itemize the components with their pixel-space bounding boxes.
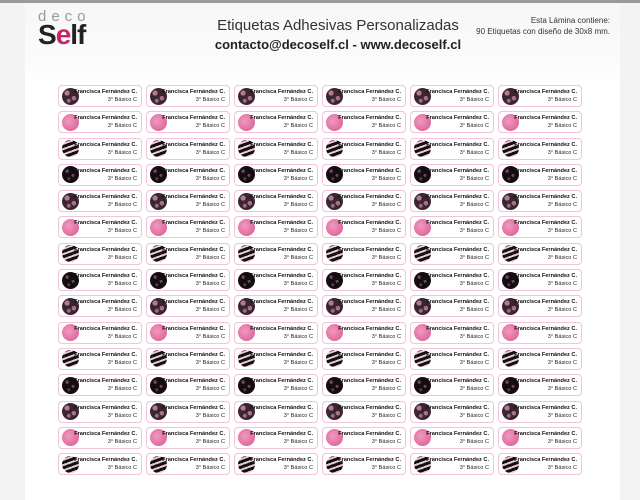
sticker-label xyxy=(322,243,406,265)
label-name: Francisca Fernández C. xyxy=(426,351,489,358)
sticker-label xyxy=(498,216,582,238)
label-course: 3° Básico C xyxy=(547,465,577,472)
label-name: Francisca Fernández C. xyxy=(514,325,577,332)
label-name: Francisca Fernández C. xyxy=(162,273,225,280)
info-line-2: 90 Etiquetas con diseño de 30x8 mm. xyxy=(476,27,610,36)
label-course: 3° Básico C xyxy=(195,281,225,288)
label-name: Francisca Fernández C. xyxy=(338,115,401,122)
sticker-label xyxy=(322,111,406,133)
label-course: 3° Básico C xyxy=(371,123,401,130)
sticker-label xyxy=(410,111,494,133)
label-course: 3° Básico C xyxy=(195,412,225,419)
label-course: 3° Básico C xyxy=(283,228,313,235)
sticker-label xyxy=(58,85,142,107)
label-name: Francisca Fernández C. xyxy=(338,299,401,306)
sticker-label xyxy=(234,111,318,133)
sticker-label xyxy=(58,374,142,396)
sticker-label xyxy=(58,269,142,291)
label-name: Francisca Fernández C. xyxy=(250,378,313,385)
label-course: 3° Básico C xyxy=(283,149,313,156)
label-course: 3° Básico C xyxy=(547,202,577,209)
label-name: Francisca Fernández C. xyxy=(162,194,225,201)
sticker-label xyxy=(498,322,582,344)
label-course: 3° Básico C xyxy=(107,412,137,419)
sticker-label xyxy=(410,85,494,107)
label-name: Francisca Fernández C. xyxy=(250,457,313,464)
label-course: 3° Básico C xyxy=(371,97,401,103)
label-course: 3° Básico C xyxy=(107,333,137,340)
label-name: Francisca Fernández C. xyxy=(514,299,577,306)
label-course: 3° Básico C xyxy=(459,149,489,156)
decoself-logo xyxy=(38,8,108,52)
label-course: 3° Básico C xyxy=(547,228,577,235)
page-title: Etiquetas Adhesivas Personalizadas xyxy=(217,17,459,34)
sticker-label xyxy=(322,322,406,344)
sticker-label xyxy=(234,164,318,186)
sticker-label xyxy=(322,269,406,291)
sticker-label xyxy=(146,111,230,133)
sticker-label xyxy=(498,374,582,396)
label-name: Francisca Fernández C. xyxy=(74,220,137,227)
sticker-label xyxy=(498,190,582,212)
sticker-label xyxy=(410,190,494,212)
label-course: 3° Básico C xyxy=(283,359,313,366)
label-name: Francisca Fernández C. xyxy=(426,115,489,122)
sticker-label xyxy=(410,269,494,291)
label-course: 3° Básico C xyxy=(459,412,489,419)
label-course: 3° Básico C xyxy=(371,333,401,340)
label-course: 3° Básico C xyxy=(195,175,225,182)
sticker-label xyxy=(58,348,142,370)
label-course: 3° Básico C xyxy=(283,281,313,288)
label-name: Francisca Fernández C. xyxy=(250,115,313,122)
label-name: Francisca Fernández C. xyxy=(74,404,137,411)
sticker-label xyxy=(234,85,318,107)
sticker-label xyxy=(498,453,582,475)
label-name: Francisca Fernández C. xyxy=(338,220,401,227)
label-course: 3° Básico C xyxy=(283,333,313,340)
label-name: Francisca Fernández C. xyxy=(162,246,225,253)
label-name: Francisca Fernández C. xyxy=(338,325,401,332)
label-name: Francisca Fernández C. xyxy=(250,220,313,227)
label-name: Francisca Fernández C. xyxy=(74,457,137,464)
label-course: 3° Básico C xyxy=(371,202,401,209)
label-course: 3° Básico C xyxy=(107,465,137,472)
sticker-label xyxy=(322,85,406,107)
sticker-label xyxy=(58,216,142,238)
label-name: Francisca Fernández C. xyxy=(250,430,313,437)
label-name: Francisca Fernández C. xyxy=(338,194,401,201)
sticker-label xyxy=(322,427,406,449)
label-name: Francisca Fernández C. xyxy=(338,430,401,437)
label-name: Francisca Fernández C. xyxy=(74,325,137,332)
label-name: Francisca Fernández C. xyxy=(250,89,313,95)
label-name: Francisca Fernández C. xyxy=(162,430,225,437)
sticker-label xyxy=(498,427,582,449)
label-course: 3° Básico C xyxy=(283,307,313,314)
sticker-label xyxy=(234,138,318,160)
label-course: 3° Básico C xyxy=(459,333,489,340)
label-course: 3° Básico C xyxy=(459,281,489,288)
sticker-label xyxy=(146,190,230,212)
sticker-label xyxy=(410,322,494,344)
label-course: 3° Básico C xyxy=(107,281,137,288)
label-name: Francisca Fernández C. xyxy=(74,430,137,437)
label-course: 3° Básico C xyxy=(371,149,401,156)
label-name: Francisca Fernández C. xyxy=(426,194,489,201)
label-course: 3° Básico C xyxy=(371,281,401,288)
label-name: Francisca Fernández C. xyxy=(162,141,225,148)
label-course: 3° Básico C xyxy=(195,386,225,393)
label-name: Francisca Fernández C. xyxy=(338,273,401,280)
sticker-label xyxy=(322,216,406,238)
label-course: 3° Básico C xyxy=(547,97,577,103)
label-course: 3° Básico C xyxy=(547,386,577,393)
label-name: Francisca Fernández C. xyxy=(338,246,401,253)
label-name: Francisca Fernández C. xyxy=(74,115,137,122)
label-name: Francisca Fernández C. xyxy=(514,430,577,437)
sticker-label xyxy=(234,243,318,265)
label-course: 3° Básico C xyxy=(371,465,401,472)
label-course: 3° Básico C xyxy=(547,281,577,288)
sticker-label xyxy=(322,164,406,186)
label-course: 3° Básico C xyxy=(283,175,313,182)
label-course: 3° Básico C xyxy=(195,149,225,156)
sticker-label xyxy=(322,401,406,423)
sheet-info xyxy=(476,15,610,37)
sticker-label xyxy=(58,453,142,475)
sticker-label xyxy=(234,374,318,396)
label-grid xyxy=(58,85,582,475)
label-course: 3° Básico C xyxy=(107,386,137,393)
label-name: Francisca Fernández C. xyxy=(514,141,577,148)
sticker-label xyxy=(498,348,582,370)
label-name: Francisca Fernández C. xyxy=(426,273,489,280)
label-name: Francisca Fernández C. xyxy=(426,167,489,174)
label-course: 3° Básico C xyxy=(371,307,401,314)
label-course: 3° Básico C xyxy=(459,228,489,235)
label-name: Francisca Fernández C. xyxy=(250,351,313,358)
label-course: 3° Básico C xyxy=(283,438,313,445)
label-name: Francisca Fernández C. xyxy=(514,220,577,227)
label-name: Francisca Fernández C. xyxy=(426,404,489,411)
label-course: 3° Básico C xyxy=(195,465,225,472)
sticker-label xyxy=(58,295,142,317)
sticker-label xyxy=(410,427,494,449)
label-name: Francisca Fernández C. xyxy=(426,246,489,253)
label-name: Francisca Fernández C. xyxy=(250,194,313,201)
sticker-label xyxy=(234,427,318,449)
label-name: Francisca Fernández C. xyxy=(250,404,313,411)
label-course: 3° Básico C xyxy=(547,254,577,261)
sticker-label xyxy=(410,374,494,396)
label-course: 3° Básico C xyxy=(107,175,137,182)
label-course: 3° Básico C xyxy=(371,254,401,261)
label-name: Francisca Fernández C. xyxy=(514,89,577,95)
sticker-label xyxy=(322,138,406,160)
sticker-label xyxy=(322,374,406,396)
sticker-label xyxy=(58,322,142,344)
label-name: Francisca Fernández C. xyxy=(338,167,401,174)
label-course: 3° Básico C xyxy=(283,412,313,419)
sticker-label xyxy=(146,401,230,423)
label-course: 3° Básico C xyxy=(283,254,313,261)
label-course: 3° Básico C xyxy=(547,333,577,340)
label-course: 3° Básico C xyxy=(547,123,577,130)
label-course: 3° Básico C xyxy=(459,202,489,209)
label-course: 3° Básico C xyxy=(195,254,225,261)
label-name: Francisca Fernández C. xyxy=(338,351,401,358)
sticker-label xyxy=(146,322,230,344)
sticker-label xyxy=(58,401,142,423)
sticker-label xyxy=(146,348,230,370)
label-course: 3° Básico C xyxy=(459,438,489,445)
sticker-label xyxy=(234,401,318,423)
sticker-label xyxy=(146,138,230,160)
label-name: Francisca Fernández C. xyxy=(74,89,137,95)
label-course: 3° Básico C xyxy=(107,307,137,314)
sticker-label xyxy=(410,138,494,160)
sticker-label xyxy=(498,243,582,265)
label-name: Francisca Fernández C. xyxy=(74,246,137,253)
sticker-label xyxy=(146,453,230,475)
label-name: Francisca Fernández C. xyxy=(250,299,313,306)
label-name: Francisca Fernández C. xyxy=(74,194,137,201)
sticker-label xyxy=(322,295,406,317)
label-name: Francisca Fernández C. xyxy=(74,299,137,306)
label-course: 3° Básico C xyxy=(283,123,313,130)
sticker-label xyxy=(146,295,230,317)
sticker-label xyxy=(58,427,142,449)
label-name: Francisca Fernández C. xyxy=(162,299,225,306)
label-course: 3° Básico C xyxy=(107,254,137,261)
label-name: Francisca Fernández C. xyxy=(162,351,225,358)
label-course: 3° Básico C xyxy=(459,465,489,472)
sticker-label xyxy=(146,243,230,265)
sticker-label xyxy=(498,269,582,291)
sticker-label xyxy=(146,85,230,107)
label-course: 3° Básico C xyxy=(547,175,577,182)
label-course: 3° Básico C xyxy=(459,307,489,314)
sticker-label xyxy=(322,190,406,212)
sticker-label xyxy=(234,269,318,291)
logo-self-text: Self xyxy=(38,19,86,50)
label-name: Francisca Fernández C. xyxy=(162,378,225,385)
label-course: 3° Básico C xyxy=(283,202,313,209)
label-name: Francisca Fernández C. xyxy=(514,378,577,385)
sticker-label xyxy=(146,427,230,449)
label-course: 3° Básico C xyxy=(107,359,137,366)
label-course: 3° Básico C xyxy=(459,97,489,103)
label-course: 3° Básico C xyxy=(371,386,401,393)
label-course: 3° Básico C xyxy=(371,412,401,419)
label-course: 3° Básico C xyxy=(107,97,137,103)
sticker-label xyxy=(234,216,318,238)
label-name: Francisca Fernández C. xyxy=(162,325,225,332)
sticker-label xyxy=(234,322,318,344)
sticker-label xyxy=(58,243,142,265)
label-course: 3° Básico C xyxy=(547,307,577,314)
label-name: Francisca Fernández C. xyxy=(514,246,577,253)
label-course: 3° Básico C xyxy=(195,333,225,340)
label-name: Francisca Fernández C. xyxy=(514,194,577,201)
label-course: 3° Básico C xyxy=(195,438,225,445)
label-course: 3° Básico C xyxy=(283,465,313,472)
label-name: Francisca Fernández C. xyxy=(74,351,137,358)
label-name: Francisca Fernández C. xyxy=(426,299,489,306)
label-name: Francisca Fernández C. xyxy=(250,325,313,332)
sticker-label xyxy=(498,164,582,186)
sticker-label xyxy=(146,269,230,291)
sticker-label xyxy=(322,453,406,475)
sticker-label xyxy=(58,111,142,133)
sticker-label xyxy=(498,401,582,423)
sticker-label xyxy=(234,453,318,475)
label-course: 3° Básico C xyxy=(107,228,137,235)
label-name: Francisca Fernández C. xyxy=(338,141,401,148)
sticker-label xyxy=(234,295,318,317)
label-name: Francisca Fernández C. xyxy=(74,141,137,148)
sticker-label xyxy=(410,216,494,238)
label-course: 3° Básico C xyxy=(371,175,401,182)
label-course: 3° Básico C xyxy=(371,359,401,366)
label-name: Francisca Fernández C. xyxy=(514,167,577,174)
sticker-label xyxy=(322,348,406,370)
label-course: 3° Básico C xyxy=(459,359,489,366)
label-name: Francisca Fernández C. xyxy=(338,89,401,95)
sticker-label xyxy=(146,216,230,238)
label-course: 3° Básico C xyxy=(195,97,225,103)
label-course: 3° Básico C xyxy=(547,412,577,419)
label-course: 3° Básico C xyxy=(283,386,313,393)
label-name: Francisca Fernández C. xyxy=(74,167,137,174)
label-course: 3° Básico C xyxy=(459,175,489,182)
label-name: Francisca Fernández C. xyxy=(74,378,137,385)
label-name: Francisca Fernández C. xyxy=(338,457,401,464)
sticker-label xyxy=(58,164,142,186)
sticker-label xyxy=(410,453,494,475)
label-course: 3° Básico C xyxy=(195,359,225,366)
label-name: Francisca Fernández C. xyxy=(162,457,225,464)
label-name: Francisca Fernández C. xyxy=(250,141,313,148)
sticker-label xyxy=(410,243,494,265)
label-name: Francisca Fernández C. xyxy=(426,430,489,437)
label-name: Francisca Fernández C. xyxy=(162,115,225,122)
sticker-label xyxy=(410,295,494,317)
label-course: 3° Básico C xyxy=(107,202,137,209)
label-name: Francisca Fernández C. xyxy=(514,115,577,122)
label-course: 3° Básico C xyxy=(195,228,225,235)
label-name: Francisca Fernández C. xyxy=(338,378,401,385)
sticker-label xyxy=(410,348,494,370)
sticker-label xyxy=(410,401,494,423)
sticker-label xyxy=(146,374,230,396)
label-name: Francisca Fernández C. xyxy=(426,325,489,332)
label-name: Francisca Fernández C. xyxy=(250,167,313,174)
label-name: Francisca Fernández C. xyxy=(162,89,225,95)
sticker-label xyxy=(410,164,494,186)
sticker-label xyxy=(58,138,142,160)
label-name: Francisca Fernández C. xyxy=(338,404,401,411)
sticker-label xyxy=(58,190,142,212)
sticker-label xyxy=(234,190,318,212)
label-course: 3° Básico C xyxy=(371,228,401,235)
label-course: 3° Básico C xyxy=(107,149,137,156)
label-course: 3° Básico C xyxy=(371,438,401,445)
label-name: Francisca Fernández C. xyxy=(514,273,577,280)
label-name: Francisca Fernández C. xyxy=(426,378,489,385)
label-name: Francisca Fernández C. xyxy=(250,246,313,253)
contact-line: contacto@decoself.cl - www.decoself.cl xyxy=(214,37,462,52)
info-line-1: Esta Lámina contiene: xyxy=(530,16,610,25)
sticker-label xyxy=(498,295,582,317)
label-name: Francisca Fernández C. xyxy=(250,273,313,280)
sticker-label xyxy=(498,85,582,107)
label-course: 3° Básico C xyxy=(195,202,225,209)
label-course: 3° Básico C xyxy=(107,123,137,130)
label-name: Francisca Fernández C. xyxy=(162,220,225,227)
label-name: Francisca Fernández C. xyxy=(162,404,225,411)
label-name: Francisca Fernández C. xyxy=(514,404,577,411)
label-name: Francisca Fernández C. xyxy=(426,220,489,227)
label-course: 3° Básico C xyxy=(547,359,577,366)
label-course: 3° Básico C xyxy=(547,438,577,445)
label-course: 3° Básico C xyxy=(195,307,225,314)
label-course: 3° Básico C xyxy=(459,123,489,130)
sticker-label xyxy=(146,164,230,186)
label-name: Francisca Fernández C. xyxy=(514,351,577,358)
label-name: Francisca Fernández C. xyxy=(74,273,137,280)
label-name: Francisca Fernández C. xyxy=(162,167,225,174)
label-course: 3° Básico C xyxy=(283,97,313,103)
label-course: 3° Básico C xyxy=(459,386,489,393)
label-course: 3° Básico C xyxy=(459,254,489,261)
label-name: Francisca Fernández C. xyxy=(426,457,489,464)
label-course: 3° Básico C xyxy=(107,438,137,445)
sticker-label xyxy=(498,138,582,160)
label-course: 3° Básico C xyxy=(547,149,577,156)
logo-deco-text: deco xyxy=(38,8,91,25)
label-course: 3° Básico C xyxy=(195,123,225,130)
label-name: Francisca Fernández C. xyxy=(514,457,577,464)
label-name: Francisca Fernández C. xyxy=(426,89,489,95)
sticker-label xyxy=(498,111,582,133)
sticker-label xyxy=(234,348,318,370)
label-name: Francisca Fernández C. xyxy=(426,141,489,148)
